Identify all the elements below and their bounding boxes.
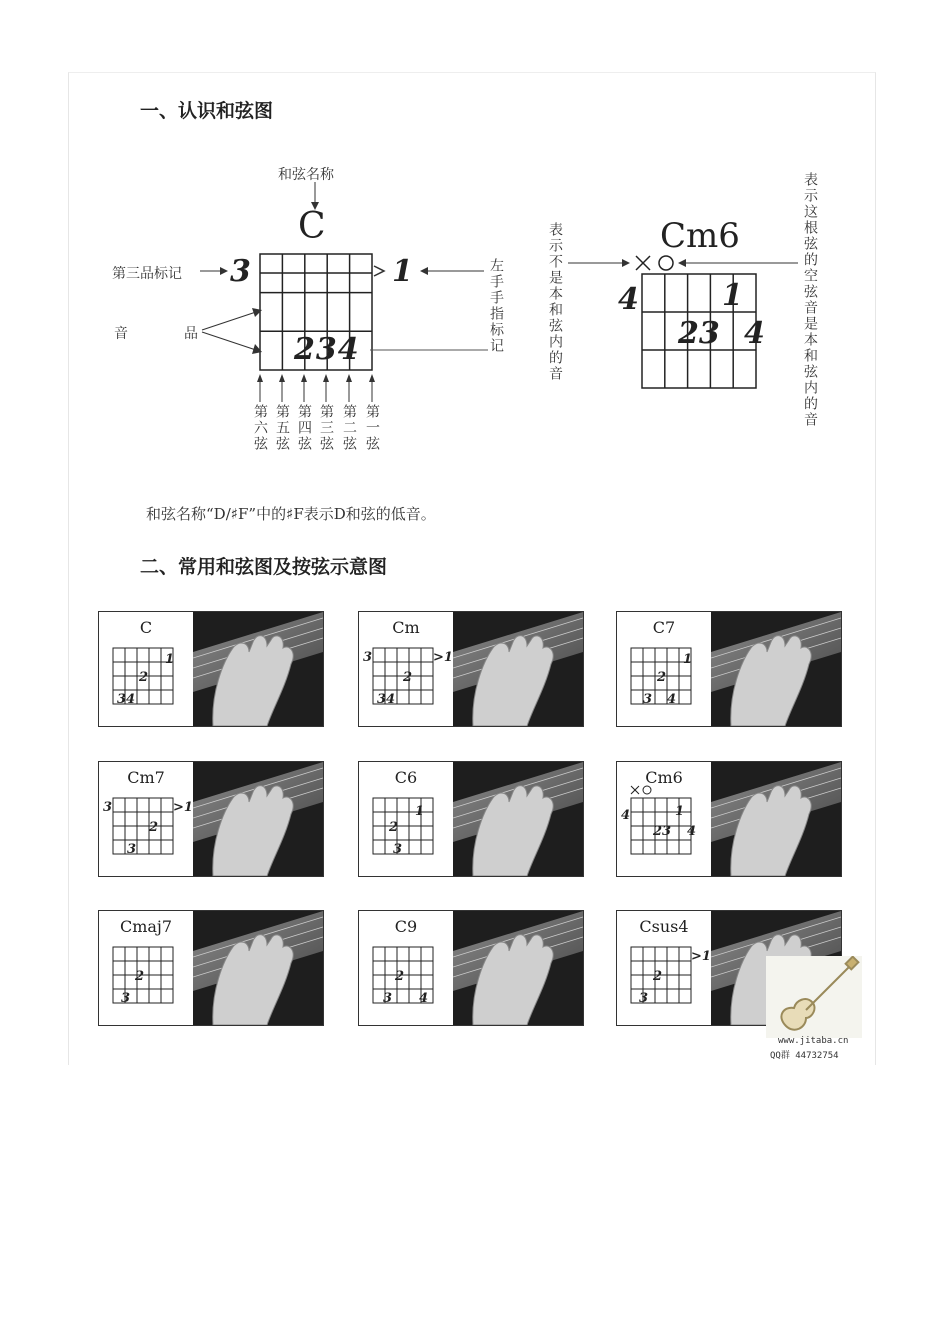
chord-card-c6 xyxy=(358,761,584,877)
chord-card-diagram xyxy=(359,911,453,1025)
hand-photo xyxy=(193,612,323,726)
chord-card-diagram xyxy=(617,762,711,876)
chord-card-c xyxy=(98,611,324,727)
chord-card-finger: 3 xyxy=(383,991,393,1006)
chord-card-finger: 2 xyxy=(403,670,413,685)
chord-card-right-mark: >1 xyxy=(691,949,711,964)
hand-photo xyxy=(193,762,323,876)
chord-card-finger: 4 xyxy=(687,824,697,839)
fingers-234: 234 xyxy=(294,332,360,367)
left-arrow-icon xyxy=(418,264,484,278)
slash-chord-note: 和弦名称“D/♯F”中的♯F表示D和弦的低音。 xyxy=(146,505,436,523)
chord-card-finger: 4 xyxy=(419,991,429,1006)
right-arrow-icon xyxy=(568,256,632,270)
string-3-label: 第三弦 xyxy=(318,404,334,452)
chord-card-finger: 2 xyxy=(149,820,159,835)
string-arrows xyxy=(254,374,378,404)
hand-on-fretboard-image xyxy=(711,762,841,876)
chord-card-diagram xyxy=(99,911,193,1025)
hand-on-fretboard-image xyxy=(453,762,583,876)
chord-card-finger: 1 xyxy=(165,652,175,667)
chord-card-grid-lines xyxy=(99,762,193,876)
string-6-label: 第六弦 xyxy=(252,404,268,452)
chord-card-finger: 3 xyxy=(121,991,131,1006)
string-4-label: 第四弦 xyxy=(296,404,312,452)
chord-card-cm xyxy=(358,611,584,727)
chord-card-finger: 4 xyxy=(667,692,677,707)
hand-on-fretboard-image xyxy=(453,612,583,726)
chord-card-finger: 3 xyxy=(643,692,653,707)
chord-card-finger: 1 xyxy=(415,804,425,819)
barre-arrow-icon xyxy=(372,264,392,278)
chord-card-finger: 3 xyxy=(393,842,403,857)
chord-card-grid-lines xyxy=(617,911,711,1025)
hand-on-fretboard-image xyxy=(453,911,583,1025)
chord-card-finger: 2 xyxy=(389,820,399,835)
chord-card-finger: 2 xyxy=(139,670,149,685)
chord-card-diagram xyxy=(617,911,711,1025)
barre-number: 1 xyxy=(392,254,413,289)
left-arrow-icon xyxy=(676,256,800,270)
string-1-label: 第一弦 xyxy=(364,404,380,452)
fret-label-b: 品 xyxy=(184,326,198,342)
chord-card-grid-lines xyxy=(617,612,711,726)
cm6-x-label: 表示不是本和弦内的音 xyxy=(547,222,563,382)
chord-card-left-mark: 3 xyxy=(103,800,113,815)
chord-card-cm7 xyxy=(98,761,324,877)
cm6-left-number: 4 xyxy=(618,282,639,317)
chord-card-finger: 2 xyxy=(657,670,667,685)
chord-card-name: Cm7 xyxy=(127,768,165,787)
chord-card-finger: 2 xyxy=(135,969,145,984)
hand-photo xyxy=(193,911,323,1025)
chord-card-diagram xyxy=(99,762,193,876)
string-2-label: 第二弦 xyxy=(341,404,357,452)
site-logo xyxy=(766,956,862,1038)
hand-on-fretboard-image xyxy=(193,612,323,726)
chord-card-name: Cmaj7 xyxy=(119,917,173,936)
chord-card-finger: 2 xyxy=(653,969,663,984)
chord-card-name: Cm xyxy=(392,618,420,637)
chord-card-cm6 xyxy=(616,761,842,877)
hand-photo xyxy=(453,911,583,1025)
chord-name-label: 和弦名称 xyxy=(278,167,334,183)
chord-card-finger: 3 xyxy=(127,842,137,857)
hand-on-fretboard-image xyxy=(193,762,323,876)
chord-card-grid-lines xyxy=(359,762,453,876)
chord-card-finger: 2 xyxy=(395,969,405,984)
cm6-right-number: 4 xyxy=(744,316,765,351)
hand-on-fretboard-image xyxy=(193,911,323,1025)
chord-card-grid-lines xyxy=(359,911,453,1025)
chord-card-grid-lines xyxy=(99,911,193,1025)
fret-pointer-arrows xyxy=(200,306,264,356)
chord-card-name: C9 xyxy=(394,917,418,936)
right-arrow-icon xyxy=(200,264,230,278)
chord-card-name: C6 xyxy=(394,768,418,787)
cm6-name: Cm6 xyxy=(660,216,740,256)
watermark-qq: QQ群 44732754 xyxy=(770,1051,839,1061)
guitar-logo-icon xyxy=(766,956,862,1038)
cm6-mute-open-icons xyxy=(632,252,678,274)
chord-card-c7 xyxy=(616,611,842,727)
chord-card-finger: 23 xyxy=(653,824,672,839)
chord-card-name: Cm6 xyxy=(645,768,683,787)
chord-card-finger: 1 xyxy=(683,652,693,667)
cm6-mid-number: 23 xyxy=(678,316,720,351)
chord-card-left-mark: 4 xyxy=(621,808,631,823)
chord-card-grid-lines xyxy=(617,762,711,876)
chord-card-cmaj7 xyxy=(98,910,324,1026)
chord-card-right-mark: >1 xyxy=(433,650,453,665)
cm6-top-number: 1 xyxy=(722,278,743,313)
chord-card-name: Csus4 xyxy=(639,917,689,936)
chord-card-right-mark: >1 xyxy=(173,800,193,815)
hand-on-fretboard-image xyxy=(711,612,841,726)
hand-photo xyxy=(453,612,583,726)
hand-photo xyxy=(711,762,841,876)
chord-card-c9 xyxy=(358,910,584,1026)
finger-label: 左手手指标记 xyxy=(488,258,504,354)
fret3-label: 第三品标记 xyxy=(112,266,182,282)
chord-card-diagram xyxy=(99,612,193,726)
hand-photo xyxy=(711,612,841,726)
cm6-open-label: 表示这根弦的空弦音是本和弦内的音 xyxy=(802,172,818,428)
chord-card-grid-lines xyxy=(359,612,453,726)
chord-card-name: C xyxy=(139,618,153,637)
chord-card-diagram xyxy=(359,612,453,726)
fret3-number: 3 xyxy=(230,254,251,289)
chord-card-grid-lines xyxy=(99,612,193,726)
string-5-label: 第五弦 xyxy=(274,404,290,452)
fret-label-a: 音 xyxy=(114,326,128,342)
watermark-site: www.jitaba.cn xyxy=(778,1036,849,1046)
chord-card-left-mark: 3 xyxy=(363,650,373,665)
section2-heading: 二、常用和弦图及按弦示意图 xyxy=(140,556,388,578)
chord-card-finger: 3 xyxy=(639,991,649,1006)
chord-card-finger: 1 xyxy=(675,804,685,819)
section1-heading: 一、认识和弦图 xyxy=(140,100,274,122)
chord-card-finger: 34 xyxy=(377,692,396,707)
finger-pointer-line xyxy=(370,345,490,355)
chord-card-diagram xyxy=(617,612,711,726)
hand-photo xyxy=(453,762,583,876)
chord-name: C xyxy=(298,206,326,247)
chord-card-diagram xyxy=(359,762,453,876)
chord-card-name: C7 xyxy=(652,618,676,637)
chord-card-finger: 34 xyxy=(117,692,136,707)
